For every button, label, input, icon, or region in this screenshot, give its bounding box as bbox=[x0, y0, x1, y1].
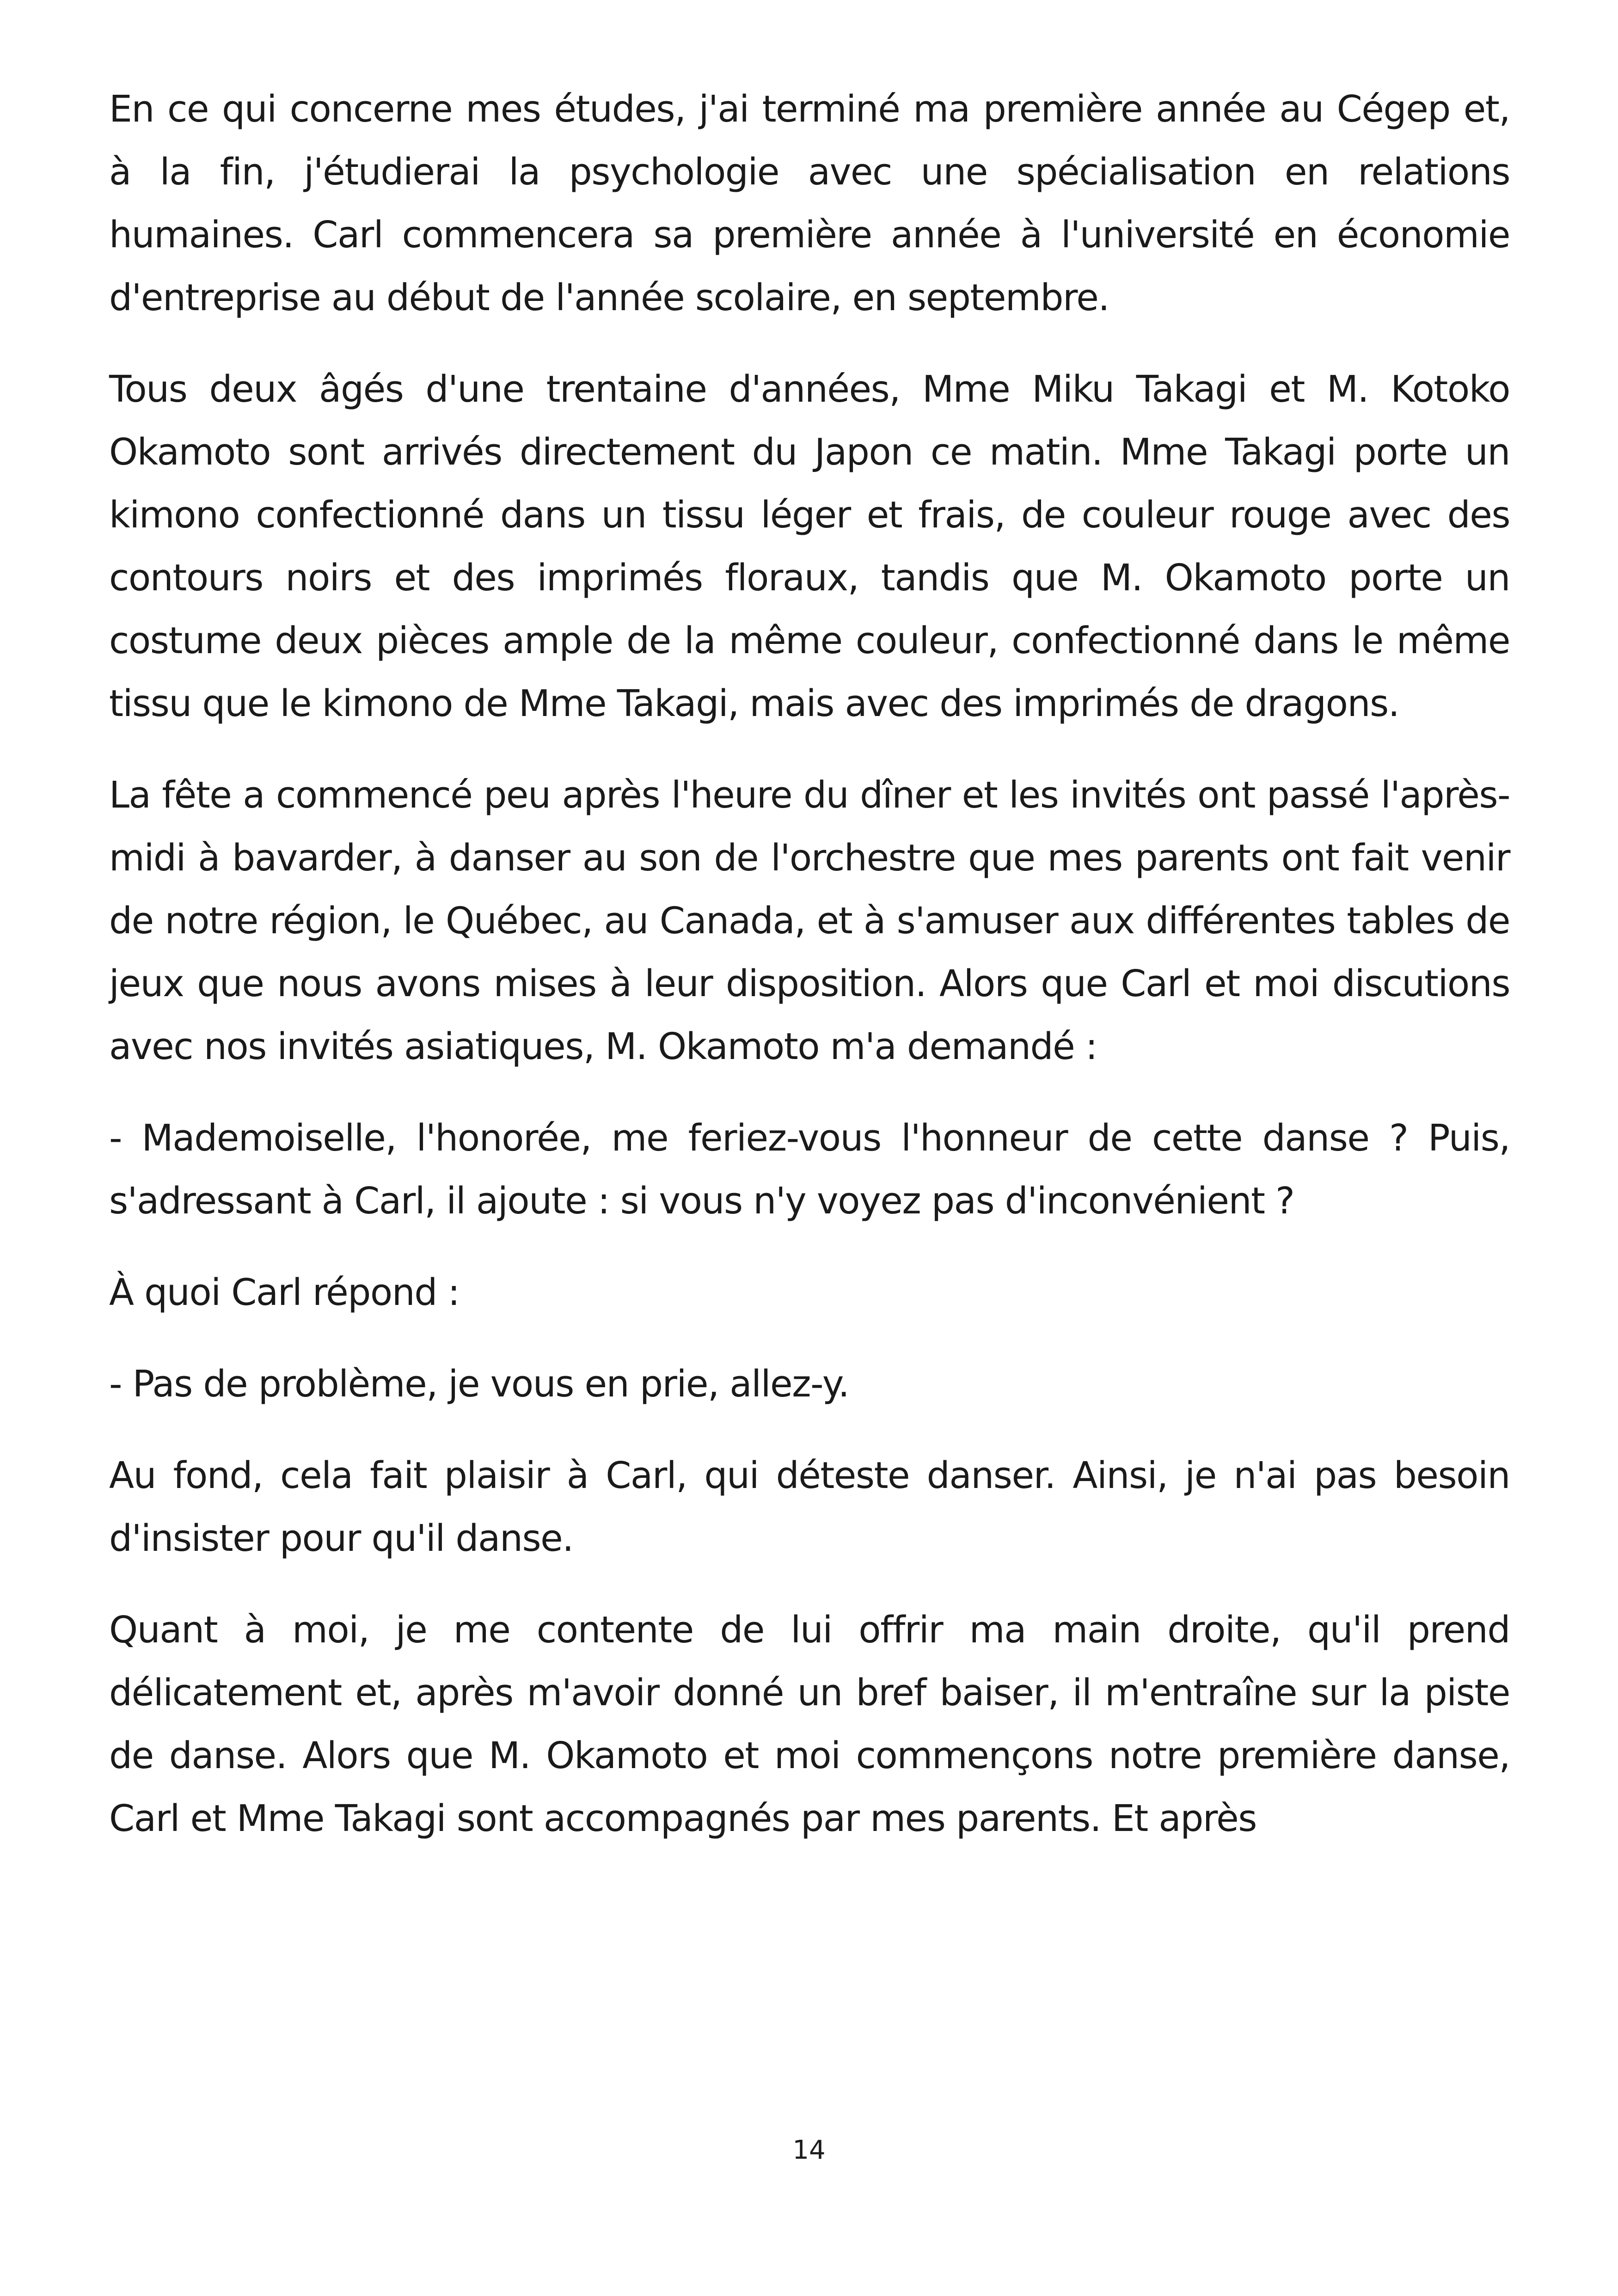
paragraph-studies: En ce qui concerne mes études, j'ai terminé ma première année au Cégep et, à la fin, j'étudierai la psychologie avec une spécialisation en relations humaines. Carl commencera sa première année à l'université en économie d'entreprise au début de l'année scolaire, en septembre. bbox=[109, 88, 1510, 319]
paragraph-carl-dancing: Au fond, cela fait plaisir à Carl, qui déteste danser. Ainsi, je n'ai pas besoin d'insister pour qu'il danse. bbox=[109, 1454, 1510, 1560]
body-text bbox=[109, 78, 1510, 1879]
paragraph-carl-replies: À quoi Carl répond : bbox=[109, 1271, 460, 1314]
paragraph-dialogue-invitation: - Mademoiselle, l'honorée, me feriez-vous l'honneur de cette danse ? Puis, s'adressant à Carl, il ajoute : si vous n'y voyez pas d'inconvénient ? bbox=[109, 1117, 1510, 1222]
paragraph-guests: Tous deux âgés d'une trentaine d'années, Mme Miku Takagi et M. Kotoko Okamoto sont arrivés directement du Japon ce matin. Mme Takagi porte un kimono confectionné dans un tissu léger et frais, de couleur rouge avec des contours noirs et des imprimés floraux, tandis que M. Okamoto porte un costume deux pièces ample de la même couleur, confectionné dans le même tissu que le kimono de Mme Takagi, mais avec des imprimés de dragons. bbox=[109, 368, 1510, 725]
paragraph-party: La fête a commencé peu après l'heure du dîner et les invités ont passé l'après-midi à bavarder, à danser au son de l'orchestre que mes parents ont fait venir de notre région, le Québec, au Canada, et à s'amuser aux différentes tables de jeux que nous avons mises à leur disposition. Alors que Carl et moi discutions avec nos invités asiatiques, M. Okamoto m'a demandé : bbox=[109, 774, 1510, 1068]
paragraph-dance-floor: Quant à moi, je me contente de lui offrir ma main droite, qu'il prend délicatement et, après m'avoir donné un bref baiser, il m'entraîne sur la piste de danse. Alors que M. Okamoto et moi commençons notre première danse, Carl et Mme Takagi sont accompagnés par mes parents. Et après bbox=[109, 1609, 1510, 1840]
page-number: 14 bbox=[792, 2135, 826, 2165]
paragraph-dialogue-answer: - Pas de problème, je vous en prie, allez-y. bbox=[109, 1363, 849, 1405]
